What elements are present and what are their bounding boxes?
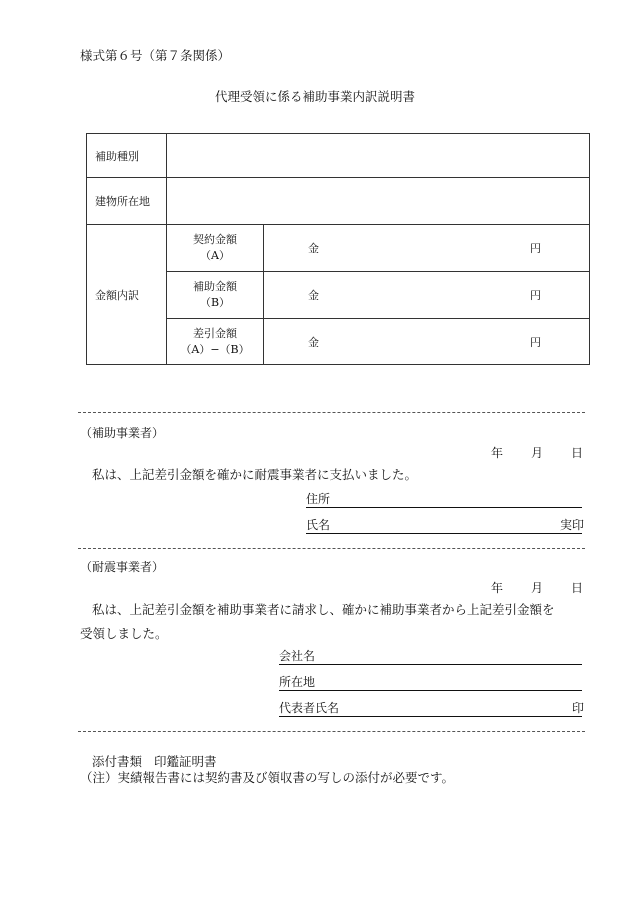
subsidized-heading: （補助事業者） (80, 426, 165, 440)
building-location-field[interactable] (167, 178, 590, 225)
difference-amount-field[interactable] (264, 319, 590, 365)
contract-amount-label (167, 225, 264, 272)
amount-prefix: 金 (308, 335, 319, 349)
year-label: 年 (491, 446, 504, 460)
row-label-sub: （A）−（B） (180, 342, 250, 356)
location-label: 所在地 (279, 675, 316, 689)
amount-suffix: 円 (530, 335, 541, 349)
year-label: 年 (491, 581, 504, 595)
difference-amount-label (167, 319, 264, 365)
subsidy-type-field[interactable] (167, 134, 590, 178)
table-row (87, 225, 590, 272)
month-label: 月 (531, 446, 544, 460)
attachments-value: 印鑑証明書 (154, 754, 217, 769)
day-label: 日 (571, 581, 584, 595)
seal-label: 印 (571, 701, 584, 715)
subsidy-type-label: 補助種別 (87, 134, 167, 178)
table-row (87, 178, 590, 225)
attachments-label: 添付書類 (92, 754, 143, 769)
footnote: （注）実績報告書には契約書及び領収書の写しの添付が必要です。 (80, 770, 455, 785)
name-label: 氏名 (306, 518, 331, 532)
location-field[interactable] (279, 673, 582, 691)
month-label: 月 (531, 581, 544, 595)
row-label-sub: （A） (200, 249, 230, 262)
contractor-heading: （耐震事業者） (80, 560, 165, 574)
document-title: 代理受領に係る補助事業内訳説明書 (214, 89, 415, 104)
amount-breakdown-label: 金額内訳 (87, 225, 167, 365)
company-name-field[interactable] (279, 647, 582, 665)
row-label-main: 補助金額 (193, 280, 237, 293)
address-field[interactable] (306, 490, 582, 508)
company-name-label: 会社名 (279, 649, 316, 663)
dashed-divider (78, 548, 585, 549)
day-label: 日 (571, 446, 584, 460)
amount-suffix: 円 (530, 289, 541, 302)
building-location-label: 建物所在地 (87, 178, 167, 225)
subsidized-statement: 私は、上記差引金額を確かに耐震事業者に支払いました。 (92, 467, 418, 482)
breakdown-table (86, 133, 590, 365)
representative-name-field[interactable] (279, 699, 582, 717)
dashed-divider (78, 731, 585, 732)
contract-amount-field[interactable] (264, 225, 590, 272)
contractor-statement-line2: 受領しました。 (80, 626, 168, 641)
form-number: 様式第６号（第７条関係） (80, 48, 231, 63)
amount-suffix: 円 (530, 242, 541, 255)
amount-prefix: 金 (308, 242, 319, 255)
address-label: 住所 (306, 492, 331, 506)
name-field[interactable] (306, 516, 582, 534)
registered-seal-label: 実印 (559, 518, 584, 532)
dashed-divider (78, 412, 585, 413)
row-label-sub: （B） (199, 296, 231, 309)
table-row (87, 134, 590, 178)
row-label-main: 契約金額 (193, 233, 237, 246)
row-label-main: 差引金額 (193, 326, 237, 340)
contractor-statement-line1: 私は、上記差引金額を補助事業者に請求し、確かに補助事業者から上記差引金額を (92, 602, 555, 617)
subsidy-amount-label (167, 272, 264, 319)
representative-name-label: 代表者氏名 (279, 701, 340, 715)
subsidy-amount-field[interactable] (264, 272, 590, 319)
amount-prefix: 金 (308, 289, 319, 302)
